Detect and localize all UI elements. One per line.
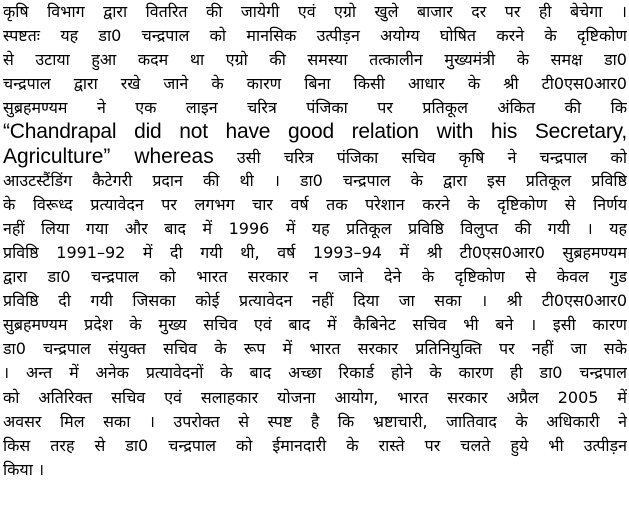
text-line-12: द्वारा डा0 चन्द्रपाल को भारत सरकार न जाने देने के दृष्टिकोण से केवल गुड: [3, 267, 627, 287]
text-line-8: आउटस्टैंडिंग कैटेगरी प्रदान की थी । डा0 चन्द्रपाल के द्वारा इस प्रतिकूल प्रविष्ठि: [3, 170, 627, 190]
text-line-9: के विरूध्द प्रत्यावेदन पर लगभग चार वर्ष तक परेशान करने के दृष्टिकोण से निर्णय: [3, 194, 627, 214]
text-line-2: स्पष्टतः यह डा0 चन्द्रपाल को मानसिक उत्पीड़न अयोग्य घोषित करने के दृष्टिकोण: [3, 26, 627, 46]
document-paragraph: [3, 0, 627, 482]
text-line-6-english-quote: “Chandrapal did not have good relation with his Secretary,: [3, 120, 627, 144]
text-line-3: से उटाया हुआ कदम था एग्रो की समस्या तत्कालीन मुख्यमंत्री के समक्ष डा0: [3, 50, 627, 70]
text-line-13: प्रविष्ठि दी गयी जिसका कोई प्रत्यावेदन नहीं दिया जा सका । श्री टी0एस0आर0: [3, 291, 627, 311]
text-line-16: । अन्त में अनेक प्रत्यावेदनों के बाद अच्छा रिकार्ड होने के कारण ही डा0 चन्द्रपाल: [3, 363, 627, 383]
text-line-15: डा0 चन्द्रपाल संयुक्त सचिव के रूप में भारत सरकार प्रतिनियुक्ति पर नहीं जा सके: [3, 339, 627, 359]
text-line-7: [3, 145, 627, 169]
text-line-17: को अतिरिक्त सचिव एवं सलाहकार योजना आयोग, भारत सरकार अप्रैल 2005 में: [3, 387, 627, 407]
text-line-7-hindi: उसी चरित्र पंजिका सचिव कृषि ने चन्द्रपाल को: [213, 147, 627, 167]
text-line-1: कृषि विभाग द्वारा वितरित की जायेगी एवं एग्रो खुले बाजार दर पर ही बेचेगा ।: [3, 2, 627, 21]
text-line-5: सुब्रहमण्यम ने एक लाइन चरित्र पंजिका पर प्रतिकूल अंकित की कि: [3, 98, 627, 118]
text-line-20: किया ।: [3, 459, 45, 479]
text-line-18: अवसर मिल सका । उपरोक्त से स्पष्ट है कि भ्रष्टाचारी, जातिवाद के अधिकारी ने: [3, 411, 627, 431]
english-quote-end: Agriculture” whereas: [3, 144, 214, 168]
text-line-10: नहीं लिया गया और बाद में 1996 में यह प्रतिकूल प्रविष्ठि विलुप्त की गयी । यह: [3, 218, 627, 238]
text-line-4: चन्द्रपाल द्वारा रखे जाने के कारण बिना किसी आधार के श्री टी0एस0आर0: [3, 74, 627, 94]
text-line-11: प्रविष्ठि 1991–92 में दी गयी थी, वर्ष 1993–94 में श्री टी0एस0आर0 सुब्रहमण्यम: [3, 242, 627, 262]
text-line-19: किस तरह से डा0 चन्द्रपाल को ईमानदारी के रास्ते पर चलते हुये भी उत्पीड़न: [3, 435, 627, 455]
text-line-14: सुब्रहमण्यम प्रदेश के मुख्य सचिव एवं बाद में कैबिनेट सचिव भी बने । इसी कारण: [3, 315, 627, 335]
